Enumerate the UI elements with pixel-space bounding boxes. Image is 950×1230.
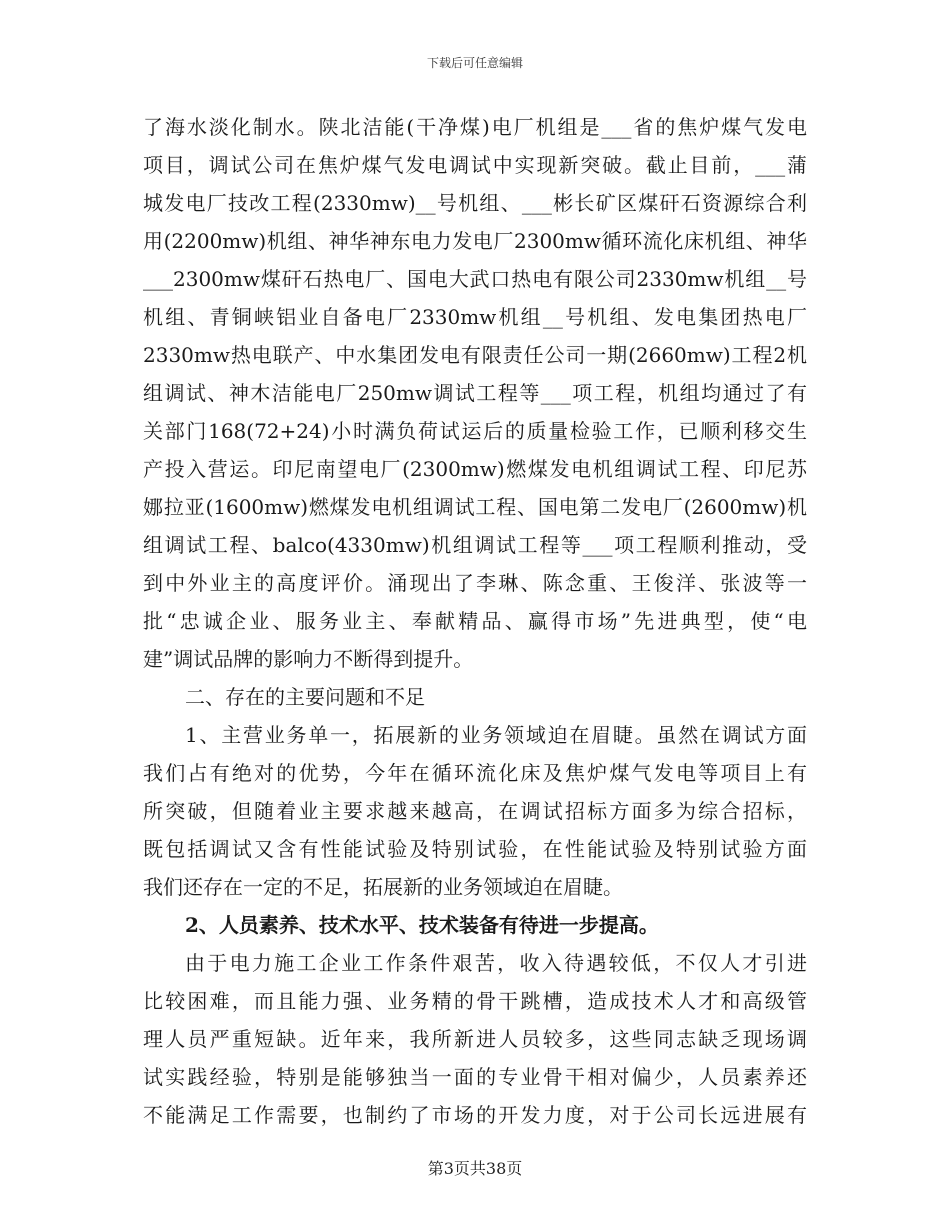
text-line: 了海水淡化制水。陕北洁能(干净煤)电厂机组是___省的焦炉煤气发电 [143,115,807,139]
text-line: 机组、青铜峡铝业自备电厂2330mw机组__号机组、发电集团热电厂 [143,305,807,329]
text-line: 由于电力施工企业工作条件艰苦，收入待遇较低，不仅人才引进 [185,951,807,975]
text-line: 到中外业主的高度评价。涌现出了李琳、陈念重、王俊洋、张波等一 [143,571,807,595]
text-line: 项目，调试公司在焦炉煤气发电调试中实现新突破。截止目前，___蒲 [143,153,807,177]
text-line: 我们占有绝对的优势，今年在循环流化床及焦炉煤气发电等项目上有 [143,761,807,785]
text-line: 2330mw热电联产、中水集团发电有限责任公司一期(2660mw)工程2机 [143,343,807,367]
document-body [143,108,807,1134]
page-header: 下载后可任意编辑 [426,56,523,70]
text-line: 组调试、神木洁能电厂250mw调试工程等___项工程，机组均通过了有 [143,381,807,405]
text-line: 组调试工程、balco(4330mw)机组调试工程等___项工程顺利推动，受 [143,533,807,557]
text-line: 用(2200mw)机组、神华神东电力发电厂2300mw循环流化床机组、神华 [143,229,807,253]
text-line: 城发电厂技改工程(2330mw)__号机组、___彬长矿区煤矸石资源综合利 [143,191,807,215]
text-line: 娜拉亚(1600mw)燃煤发电机组调试工程、国电第二发电厂(2600mw)机 [143,495,807,519]
text-line: 所突破，但随着业主要求越来越高，在调试招标方面多为综合招标， [143,799,807,823]
text-line: 建”调试品牌的影响力不断得到提升。 [143,647,474,671]
text-line: 比较困难，而且能力强、业务精的骨干跳槽，造成技术人才和高级管 [143,989,807,1013]
text-line: 1、主营业务单一，拓展新的业务领域迫在眉睫。虽然在调试方面 [185,723,807,747]
text-line: 我们还存在一定的不足，拓展新的业务领域迫在眉睫。 [143,875,623,899]
text-line: 产投入营运。印尼南望电厂(2300mw)燃煤发电机组调试工程、印尼苏 [143,457,807,481]
page-number: 第3页共38页 [427,1159,523,1178]
text-line: 批“忠诚企业、服务业主、奉献精品、赢得市场”先进典型，使“电 [143,609,807,633]
text-line: ___2300mw煤矸石热电厂、国电大武口热电有限公司2330mw机组__号 [143,267,807,291]
section-heading: 二、存在的主要问题和不足 [185,685,425,709]
text-line: 既包括调试又含有性能试验及特别试验，在性能试验及特别试验方面 [143,837,807,861]
subsection-heading: 2、人员素养、技术水平、技术装备有待进一步提高。 [185,913,659,937]
text-line: 不能满足工作需要，也制约了市场的开发力度，对于公司长远进展有 [143,1103,807,1127]
text-line: 关部门168(72+24)小时满负荷试运后的质量检验工作，已顺利移交生 [143,419,807,443]
text-line: 试实践经验，特别是能够独当一面的专业骨干相对偏少，人员素养还 [143,1065,807,1089]
text-line: 理人员严重短缺。近年来，我所新进人员较多，这些同志缺乏现场调 [143,1027,807,1051]
